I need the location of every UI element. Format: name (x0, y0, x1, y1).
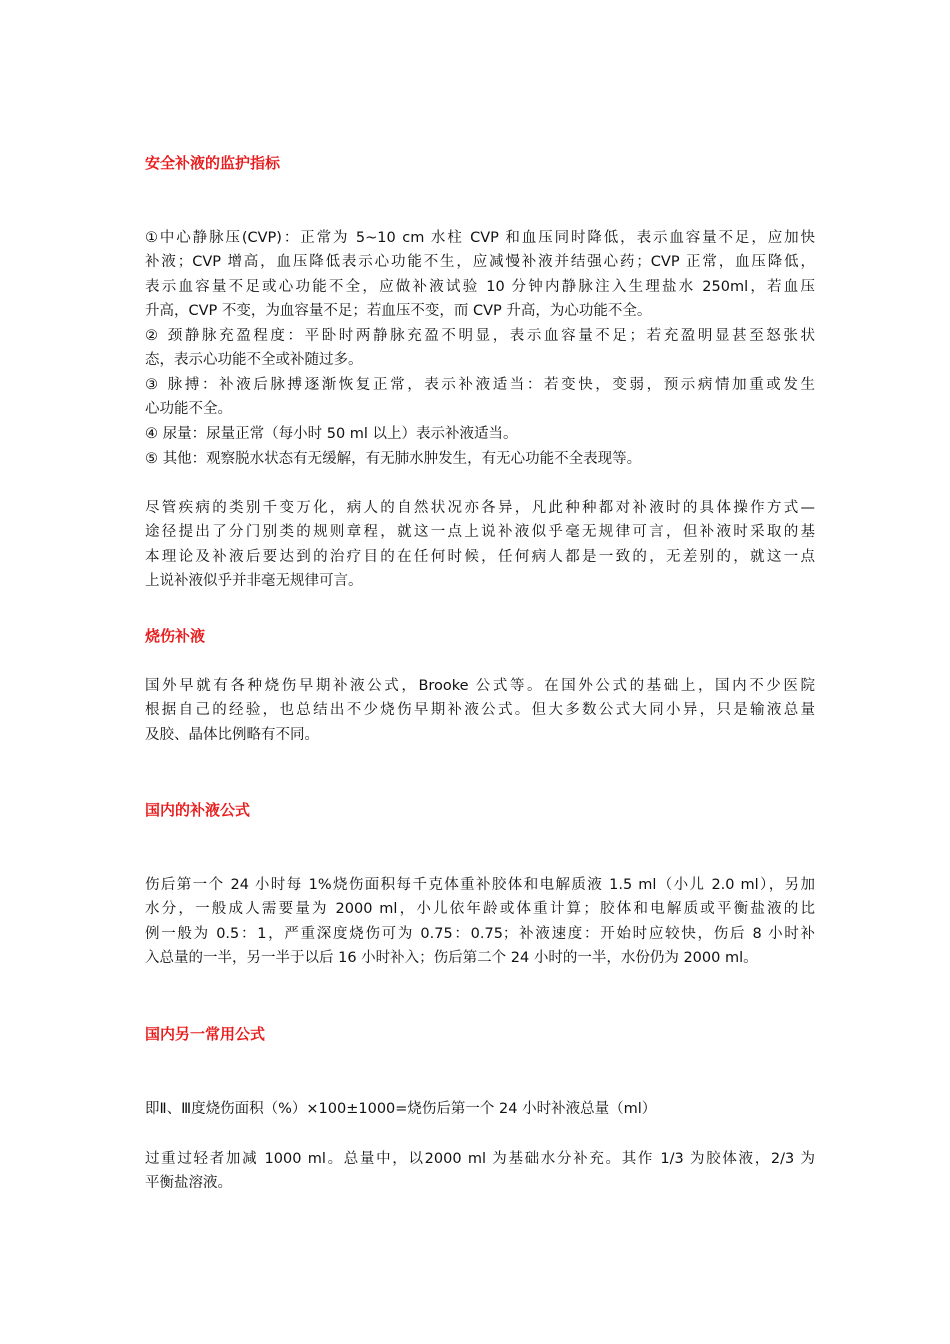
other-paragraph (145, 1147, 815, 1196)
text-line: 过重过轻者加减 1000 ml。总量中，以2000 ml 为基础水分补充。其作 1/3 为胶体液，2/3 为 (145, 1151, 815, 1167)
section-title-other: 国内另一常用公式 (145, 1025, 266, 1043)
text-line: 上说补液似乎并非毫无规律可言。 (145, 573, 363, 590)
section-title-monitor: 安全补液的监护指标 (145, 154, 281, 172)
monitor-summary (145, 496, 815, 594)
text-line: 本理论及补液后要达到的治疗目的在任何时候，任何病人都是一致的，无差别的，就这一点 (145, 548, 815, 565)
text-line: 平衡盐溶液。 (145, 1175, 232, 1192)
text-line: 国外早就有各种烧伤早期补液公式，Brooke 公式等。在国外公式的基础上，国内不少医院 (145, 678, 815, 694)
text-line: 入总量的一半，另一半于以后 16 小时补入；伤后第二个 24 小时的一半，水份仍为 2000 ml。 (145, 950, 758, 967)
formula-line: 即Ⅱ、Ⅲ度烧伤面积（%）×100±1000=烧伤后第一个 24 小时补液总量（ml） (145, 1101, 657, 1117)
text-line: 伤后第一个 24 小时每 1%烧伤面积每千克体重补胶体和电解质液 1.5 ml（小儿 2.0 ml），另加 (145, 877, 815, 893)
text-line: ①中心静脉压(CVP)：正常为 5~10 cm 水柱 CVP 和血压同时降低，表示血容量不足，应加快 (145, 230, 815, 246)
monitor-item-other (145, 447, 815, 471)
text-line: 根据自己的经验，也总结出不少烧伤早期补液公式。但大多数公式大同小异，只是输液总量 (145, 702, 815, 719)
text-line: 途径提出了分门别类的规则章程，就这一点上说补液似乎毫无规律可言，但补液时采取的基 (145, 524, 815, 541)
monitor-item-cvp (145, 226, 815, 324)
text-line: 补液；CVP 增高，血压降低表示心功能不生，应减慢补液并结强心药；CVP 正常，血压降低， (145, 254, 815, 271)
text-line: ② 颈静脉充盈程度：平卧时两静脉充盈不明显，表示血容量不足；若充盈明显甚至怒张状 (145, 328, 815, 344)
text-line: 表示血容量不足或心功能不全，应做补液试验 10 分钟内静脉注入生理盐水 250ml，若血压 (145, 278, 815, 295)
section-title-burn: 烧伤补液 (145, 627, 206, 645)
other-formula (145, 1097, 815, 1121)
burn-paragraph (145, 674, 815, 747)
monitor-item-urine (145, 422, 815, 446)
text-line: 及胶、晶体比例略有不同。 (145, 726, 319, 743)
domestic-paragraph (145, 873, 815, 971)
text-line: ⑤ 其他：观察脱水状态有无缓解，有无肺水肿发生，有无心功能不全表现等。 (145, 451, 642, 467)
monitor-item-pulse (145, 373, 815, 422)
text-line: 升高，CVP 不变，为血容量不足；若血压不变，而 CVP 升高，为心功能不全。 (145, 303, 652, 320)
text-line: 例一般为 0.5：1，严重深度烧伤可为 0.75：0.75；补液速度：开始时应较快，伤后 8 小时补 (145, 925, 815, 942)
monitor-item-jugular (145, 324, 815, 373)
text-line: 水分，一般成人需要量为 2000 ml，小儿依年龄或体重计算；胶体和电解质或平衡盐液的比 (145, 901, 815, 918)
text-line: 心功能不全。 (145, 401, 232, 418)
text-line: 尽管疾病的类别千变万化，病人的自然状况亦各异，凡此种种都对补液时的具体操作方式— (145, 500, 815, 516)
section-title-domestic: 国内的补液公式 (145, 801, 251, 819)
text-line: 态，表示心功能不全或补随过多。 (145, 352, 363, 369)
text-line: ④ 尿量：尿量正常（每小时 50 ml 以上）表示补液适当。 (145, 426, 518, 442)
text-line: ③ 脉搏：补液后脉搏逐渐恢复正常，表示补液适当：若变快，变弱，预示病情加重或发生 (145, 377, 815, 393)
